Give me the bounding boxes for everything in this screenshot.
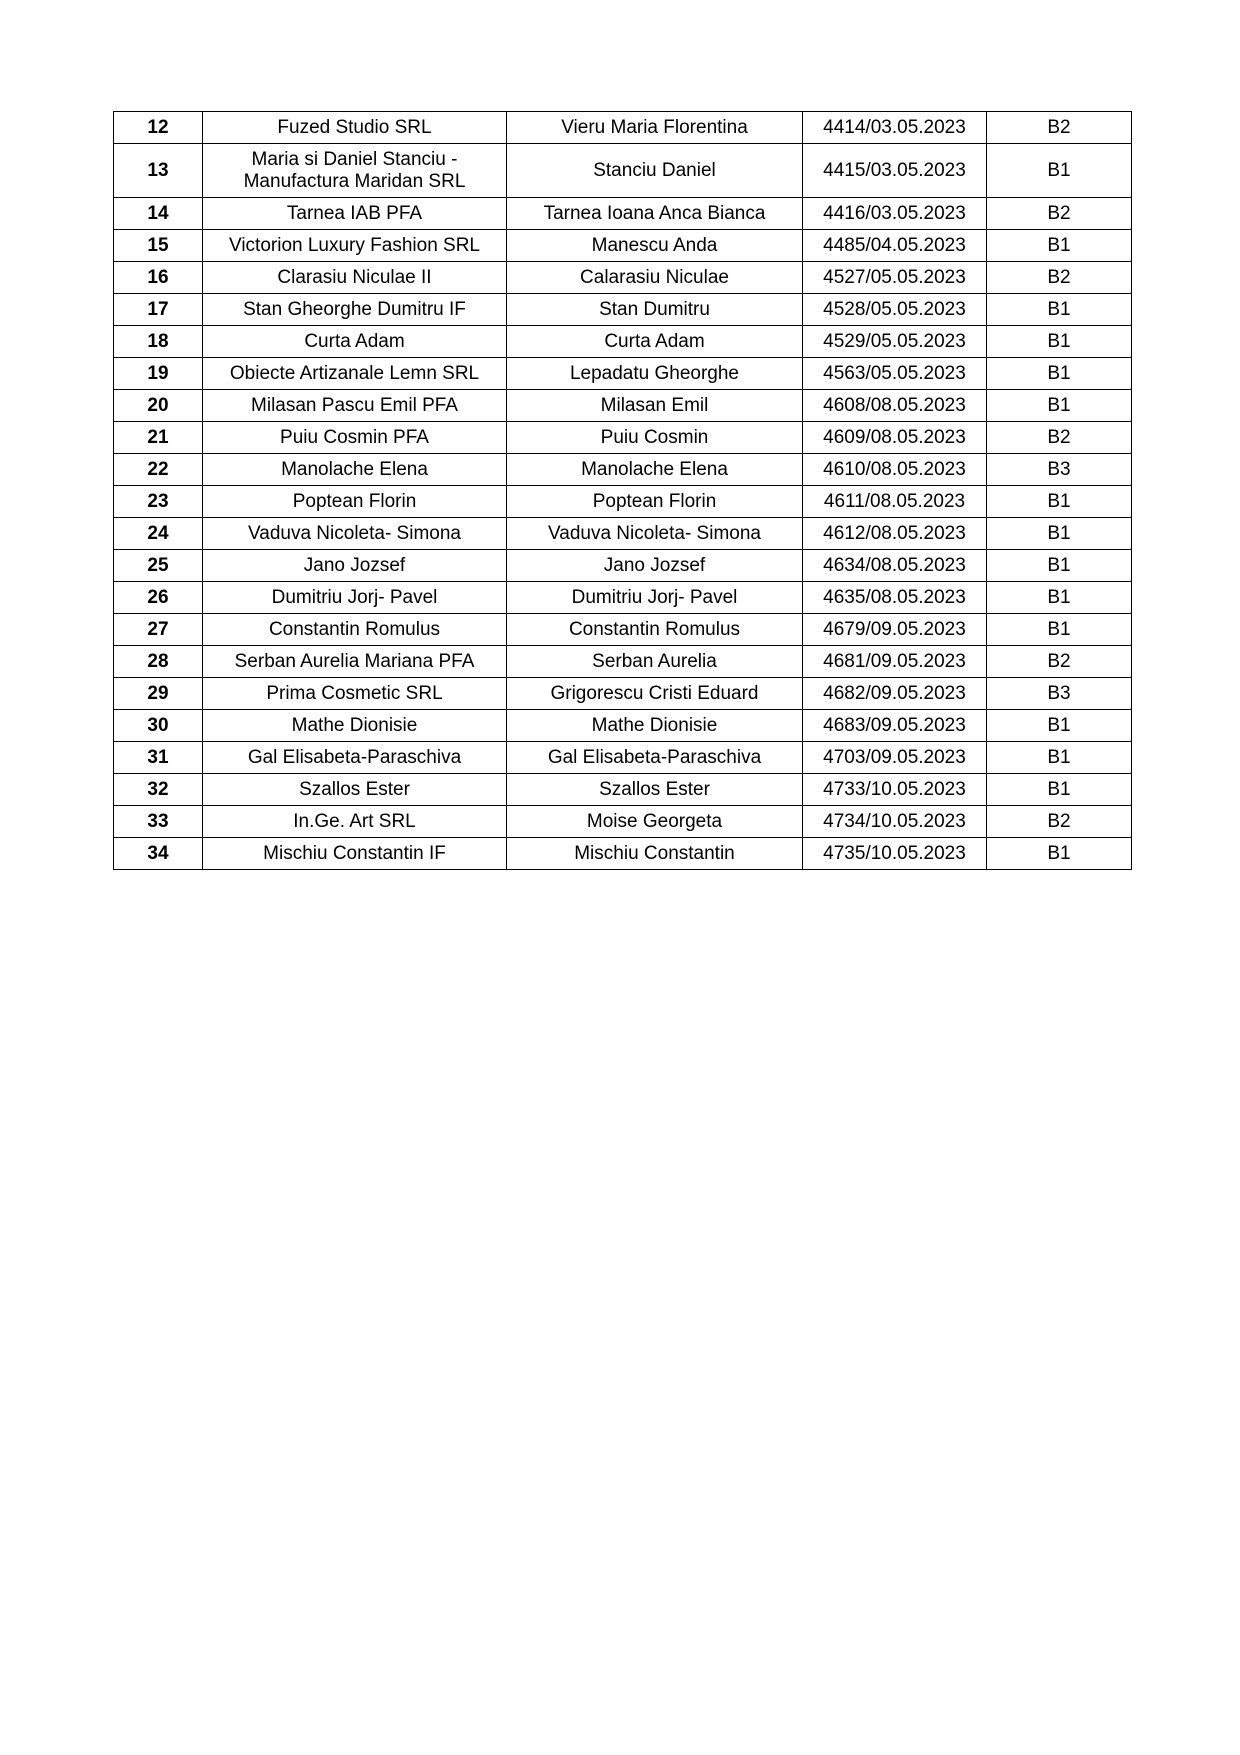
- row-number: 25: [114, 550, 203, 582]
- row-number: 27: [114, 614, 203, 646]
- category: B1: [987, 838, 1132, 870]
- category: B2: [987, 806, 1132, 838]
- firm-name: Constantin Romulus: [203, 614, 507, 646]
- person-name: Moise Georgeta: [507, 806, 803, 838]
- table-row: [114, 774, 1132, 806]
- category: B3: [987, 678, 1132, 710]
- category: B1: [987, 742, 1132, 774]
- category: B1: [987, 550, 1132, 582]
- table-row: [114, 198, 1132, 230]
- person-name: Lepadatu Gheorghe: [507, 358, 803, 390]
- registration-number: 4634/08.05.2023: [803, 550, 987, 582]
- firm-name: Vaduva Nicoleta- Simona: [203, 518, 507, 550]
- category: B2: [987, 262, 1132, 294]
- category: B1: [987, 710, 1132, 742]
- firm-name: In.Ge. Art SRL: [203, 806, 507, 838]
- table-row: [114, 112, 1132, 144]
- person-name: Grigorescu Cristi Eduard: [507, 678, 803, 710]
- category: B1: [987, 390, 1132, 422]
- category: B2: [987, 198, 1132, 230]
- registration-number: 4528/05.05.2023: [803, 294, 987, 326]
- person-name: Stanciu Daniel: [507, 144, 803, 198]
- firm-name: Prima Cosmetic SRL: [203, 678, 507, 710]
- person-name: Calarasiu Niculae: [507, 262, 803, 294]
- row-number: 29: [114, 678, 203, 710]
- firm-name: Maria si Daniel Stanciu - Manufactura Maridan SRL: [203, 144, 507, 198]
- category: B2: [987, 646, 1132, 678]
- firm-name: Curta Adam: [203, 326, 507, 358]
- table-row: [114, 518, 1132, 550]
- table-row: [114, 326, 1132, 358]
- person-name: Constantin Romulus: [507, 614, 803, 646]
- firm-name: Victorion Luxury Fashion SRL: [203, 230, 507, 262]
- registration-number: 4733/10.05.2023: [803, 774, 987, 806]
- person-name: Manolache Elena: [507, 454, 803, 486]
- firm-name: Serban Aurelia Mariana PFA: [203, 646, 507, 678]
- person-name: Stan Dumitru: [507, 294, 803, 326]
- registration-table: [113, 111, 1132, 870]
- table-row: [114, 550, 1132, 582]
- firm-name: Manolache Elena: [203, 454, 507, 486]
- person-name: Dumitriu Jorj- Pavel: [507, 582, 803, 614]
- registration-table-body: [114, 112, 1132, 870]
- person-name: Curta Adam: [507, 326, 803, 358]
- category: B1: [987, 294, 1132, 326]
- person-name: Jano Jozsef: [507, 550, 803, 582]
- registration-number: 4416/03.05.2023: [803, 198, 987, 230]
- registration-number: 4681/09.05.2023: [803, 646, 987, 678]
- row-number: 28: [114, 646, 203, 678]
- row-number: 32: [114, 774, 203, 806]
- row-number: 18: [114, 326, 203, 358]
- person-name: Vaduva Nicoleta- Simona: [507, 518, 803, 550]
- table-row: [114, 390, 1132, 422]
- registration-number: 4682/09.05.2023: [803, 678, 987, 710]
- firm-name: Dumitriu Jorj- Pavel: [203, 582, 507, 614]
- registration-number: 4611/08.05.2023: [803, 486, 987, 518]
- row-number: 33: [114, 806, 203, 838]
- table-row: [114, 678, 1132, 710]
- category: B1: [987, 774, 1132, 806]
- registration-number: 4683/09.05.2023: [803, 710, 987, 742]
- firm-name: Obiecte Artizanale Lemn SRL: [203, 358, 507, 390]
- table-row: [114, 710, 1132, 742]
- firm-name: Szallos Ester: [203, 774, 507, 806]
- table-row: [114, 358, 1132, 390]
- row-number: 20: [114, 390, 203, 422]
- person-name: Milasan Emil: [507, 390, 803, 422]
- person-name: Mathe Dionisie: [507, 710, 803, 742]
- category: B2: [987, 112, 1132, 144]
- category: B1: [987, 326, 1132, 358]
- registration-number: 4734/10.05.2023: [803, 806, 987, 838]
- row-number: 21: [114, 422, 203, 454]
- table-row: [114, 614, 1132, 646]
- person-name: Serban Aurelia: [507, 646, 803, 678]
- table-row: [114, 230, 1132, 262]
- table-row: [114, 454, 1132, 486]
- row-number: 22: [114, 454, 203, 486]
- registration-number: 4608/08.05.2023: [803, 390, 987, 422]
- firm-name: Milasan Pascu Emil PFA: [203, 390, 507, 422]
- firm-name: Mischiu Constantin IF: [203, 838, 507, 870]
- person-name: Poptean Florin: [507, 486, 803, 518]
- firm-name: Gal Elisabeta-Paraschiva: [203, 742, 507, 774]
- category: B1: [987, 144, 1132, 198]
- person-name: Mischiu Constantin: [507, 838, 803, 870]
- registration-number: 4703/09.05.2023: [803, 742, 987, 774]
- row-number: 30: [114, 710, 203, 742]
- registration-number: 4612/08.05.2023: [803, 518, 987, 550]
- table-row: [114, 646, 1132, 678]
- person-name: Tarnea Ioana Anca Bianca: [507, 198, 803, 230]
- row-number: 15: [114, 230, 203, 262]
- row-number: 13: [114, 144, 203, 198]
- registration-number: 4485/04.05.2023: [803, 230, 987, 262]
- table-row: [114, 144, 1132, 198]
- registration-number: 4415/03.05.2023: [803, 144, 987, 198]
- firm-name: Jano Jozsef: [203, 550, 507, 582]
- registration-number: 4635/08.05.2023: [803, 582, 987, 614]
- table-row: [114, 582, 1132, 614]
- registration-number: 4679/09.05.2023: [803, 614, 987, 646]
- table-row: [114, 838, 1132, 870]
- category: B1: [987, 582, 1132, 614]
- category: B1: [987, 358, 1132, 390]
- firm-name: Stan Gheorghe Dumitru IF: [203, 294, 507, 326]
- registration-number: 4529/05.05.2023: [803, 326, 987, 358]
- category: B1: [987, 230, 1132, 262]
- firm-name: Poptean Florin: [203, 486, 507, 518]
- row-number: 17: [114, 294, 203, 326]
- row-number: 31: [114, 742, 203, 774]
- person-name: Puiu Cosmin: [507, 422, 803, 454]
- table-row: [114, 806, 1132, 838]
- row-number: 19: [114, 358, 203, 390]
- person-name: Szallos Ester: [507, 774, 803, 806]
- person-name: Gal Elisabeta-Paraschiva: [507, 742, 803, 774]
- registration-number: 4563/05.05.2023: [803, 358, 987, 390]
- row-number: 12: [114, 112, 203, 144]
- firm-name: Clarasiu Niculae II: [203, 262, 507, 294]
- category: B1: [987, 518, 1132, 550]
- firm-name: Tarnea IAB PFA: [203, 198, 507, 230]
- row-number: 34: [114, 838, 203, 870]
- person-name: Vieru Maria Florentina: [507, 112, 803, 144]
- category: B3: [987, 454, 1132, 486]
- table-row: [114, 486, 1132, 518]
- row-number: 16: [114, 262, 203, 294]
- firm-name: Fuzed Studio SRL: [203, 112, 507, 144]
- registration-number: 4735/10.05.2023: [803, 838, 987, 870]
- row-number: 24: [114, 518, 203, 550]
- table-row: [114, 262, 1132, 294]
- registration-number: 4414/03.05.2023: [803, 112, 987, 144]
- firm-name: Puiu Cosmin PFA: [203, 422, 507, 454]
- row-number: 23: [114, 486, 203, 518]
- table-row: [114, 742, 1132, 774]
- table-row: [114, 294, 1132, 326]
- firm-name: Mathe Dionisie: [203, 710, 507, 742]
- person-name: Manescu Anda: [507, 230, 803, 262]
- category: B2: [987, 422, 1132, 454]
- category: B1: [987, 614, 1132, 646]
- category: B1: [987, 486, 1132, 518]
- table-row: [114, 422, 1132, 454]
- row-number: 26: [114, 582, 203, 614]
- registration-number: 4610/08.05.2023: [803, 454, 987, 486]
- registration-number: 4609/08.05.2023: [803, 422, 987, 454]
- row-number: 14: [114, 198, 203, 230]
- registration-number: 4527/05.05.2023: [803, 262, 987, 294]
